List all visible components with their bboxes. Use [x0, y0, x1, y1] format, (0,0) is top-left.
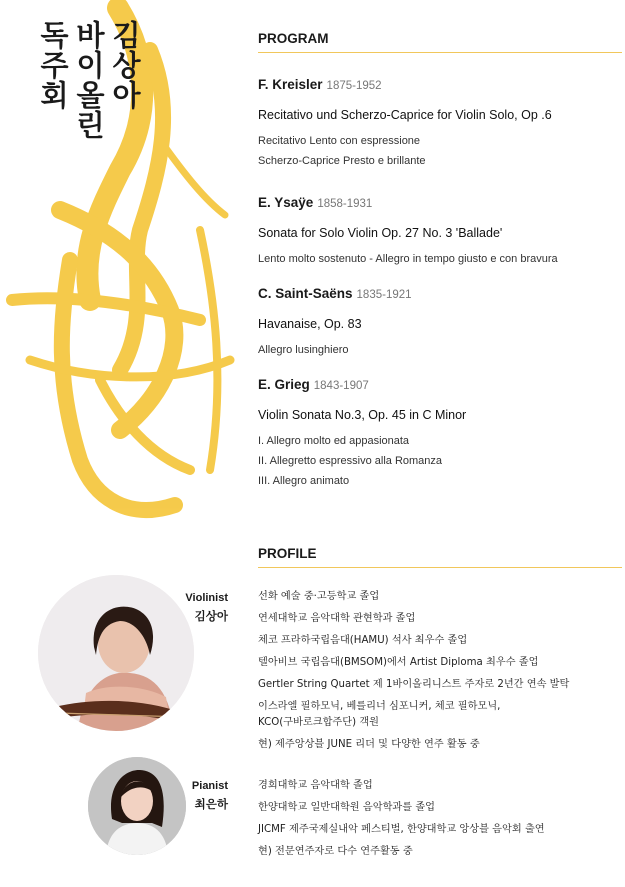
movement-list [258, 249, 622, 269]
movement-item: Lento molto sostenuto - Allegro in tempo giusto e con bravura [258, 253, 558, 265]
composer-years: 1875-1952 [326, 80, 382, 92]
profile-item: 이스라엘 필하모닉, 베를리너 심포니커, 체코 필하모닉, [258, 701, 501, 712]
work-title: Recitativo und Scherzo-Caprice for Violin Solo, Op .6 [258, 108, 552, 122]
movement-item: II. Allegretto espressivo alla Romanza [258, 455, 443, 467]
movement-item: III. Allegro animato [258, 475, 350, 487]
profile-item: JICMF 제주국제실내악 페스티벌, 한양대학교 앙상블 음악회 출연 [258, 824, 545, 835]
program-piece-grieg [258, 376, 622, 491]
profile-item: 현) 제주앙상블 JUNE 리더 및 다양한 연주 활동 중 [258, 739, 480, 750]
composer-years: 1843-1907 [313, 380, 369, 392]
composer-name: E. Ysaÿe [258, 195, 314, 210]
pianist-role [138, 780, 228, 812]
profile-item: 텔아비브 국립음대(BMSOM)에서 Artist Diploma 최우수 졸업 [258, 657, 539, 668]
movement-item: Recitativo Lento con espressione [258, 135, 421, 147]
profile-item: 경희대학교 음악대학 졸업 [258, 780, 373, 791]
program-piece-kreisler [258, 76, 622, 171]
composer-name: C. Saint-Saëns [258, 286, 353, 301]
movement-list [258, 431, 622, 491]
profile-item: 현) 전문연주자로 다수 연주활동 중 [258, 846, 413, 857]
movement-list [258, 340, 622, 360]
violinist-profile-list [258, 589, 622, 759]
profile-heading: PROFILE [258, 546, 622, 568]
profile-item: 선화 예술 중·고등학교 졸업 [258, 591, 380, 602]
work-title: Sonata for Solo Violin Op. 27 No. 3 'Ballade' [258, 226, 503, 240]
profile-item: KCO(구바로크합주단) 객원 [258, 717, 380, 728]
composer-name: E. Grieg [258, 377, 310, 392]
profile-item: 체코 프라하국립음대(HAMU) 석사 최우수 졸업 [258, 635, 468, 646]
program-heading: PROGRAM [258, 31, 622, 53]
composer-years: 1858-1931 [317, 198, 373, 210]
composer-name: F. Kreisler [258, 77, 323, 92]
piece-composer-line [258, 194, 622, 212]
program-piece-ysaye [258, 194, 622, 269]
title-line-1: 김상아 [108, 20, 142, 110]
title-line-2: 바이올린 [72, 20, 106, 140]
movement-item: Scherzo-Caprice Presto e brillante [258, 155, 426, 167]
title-line-3: 독주회 [36, 20, 70, 110]
pianist-role-label: Pianist [191, 780, 228, 792]
piece-composer-line [258, 285, 622, 303]
violinist-name: 김상아 [194, 609, 228, 623]
profile-item: 한양대학교 일반대학원 음악학과를 졸업 [258, 802, 436, 813]
piece-composer-line [258, 76, 622, 94]
movement-item: I. Allegro molto ed appasionata [258, 435, 410, 447]
movement-item: Allegro lusinghiero [258, 344, 349, 356]
program-piece-saint-saens [258, 285, 622, 360]
profile-item: Gertler String Quartet 제 1바이올리니스트 주자로 2년간 연속 발탁 [258, 679, 570, 690]
pianist-name: 최은하 [194, 797, 228, 811]
violinist-role [138, 592, 228, 624]
composer-years: 1835-1921 [356, 289, 412, 301]
violinist-role-label: Violinist [185, 592, 228, 604]
work-title: Violin Sonata No.3, Op. 45 in C Minor [258, 408, 467, 422]
pianist-profile-list [258, 778, 622, 866]
movement-list [258, 131, 622, 171]
profile-item: 연세대학교 음악대학 관현학과 졸업 [258, 613, 416, 624]
piece-composer-line [258, 376, 622, 394]
work-title: Havanaise, Op. 83 [258, 317, 362, 331]
